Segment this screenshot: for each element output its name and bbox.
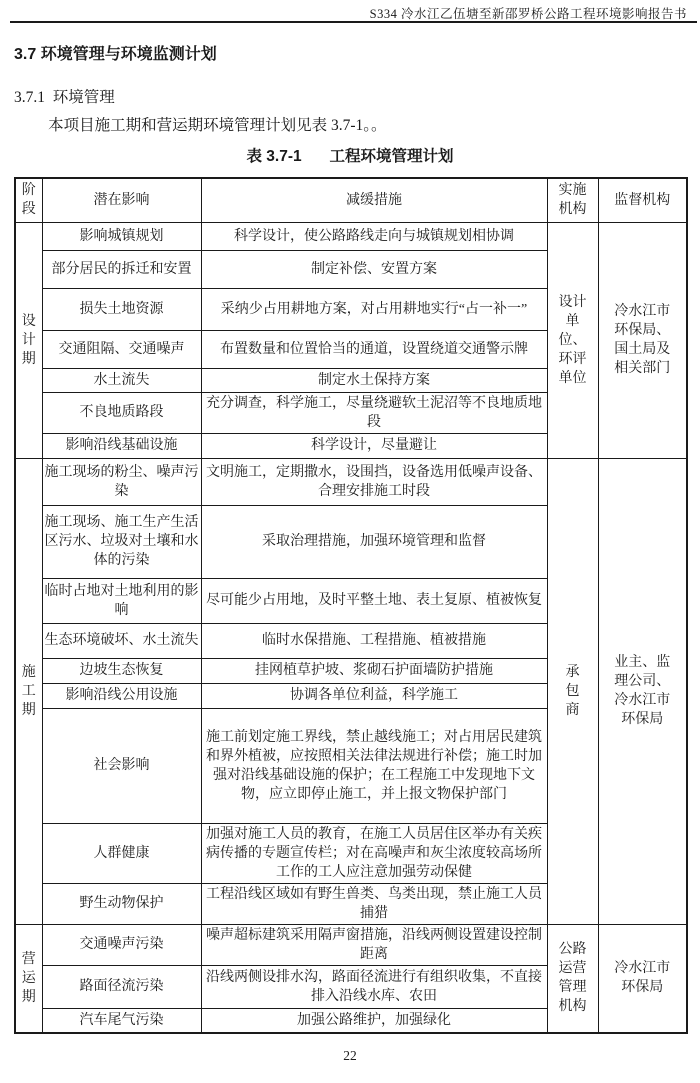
impact-cell: 不良地质路段 xyxy=(42,392,201,433)
col-header-stage: 阶段 xyxy=(15,178,42,222)
impact-cell: 影响城镇规划 xyxy=(42,222,201,250)
implementer-text: 公路运营管理机构 xyxy=(558,942,587,1015)
impact-cell: 部分居民的拆迁和安置 xyxy=(42,250,201,288)
impact-cell: 水土流失 xyxy=(42,368,201,392)
impact-cell: 施工现场、施工生产生活区污水、垃圾对土壤和水体的污染 xyxy=(42,505,201,578)
stage-cell-operation: 营运期 xyxy=(15,924,42,1033)
measure-cell: 制定水土保持方案 xyxy=(201,368,547,392)
subsection-heading: 3.7.1 环境管理 xyxy=(14,89,115,106)
measure-cell: 科学设计，使公路路线走向与城镇规划相协调 xyxy=(201,222,547,250)
measure-cell: 文明施工，定期撒水，设围挡，设备选用低噪声设备、合理安排施工时段 xyxy=(201,458,547,505)
col-header-measure: 减缓措施 xyxy=(201,178,547,222)
table-header-row xyxy=(15,178,687,222)
doc-header-title: S334 冷水江乙伍塘至新邵罗桥公路工程环境影响报告书 xyxy=(369,7,687,21)
measure-cell: 挂网植草护坡、浆砌石护面墙防护措施 xyxy=(201,658,547,683)
measure-cell: 临时水保措施、工程措施、植被措施 xyxy=(201,623,547,658)
implementer-cell-design xyxy=(547,222,598,458)
supervisor-text: 冷水江市环保局 xyxy=(614,961,671,996)
supervisor-cell-operation xyxy=(598,924,687,1033)
environment-management-table xyxy=(14,177,688,1034)
measure-cell: 布置数量和位置恰当的通道，设置绕道交通警示牌 xyxy=(201,330,547,368)
impact-cell: 施工现场的粉尘、噪声污染 xyxy=(42,458,201,505)
impact-cell: 交通阻隔、交通噪声 xyxy=(42,330,201,368)
impact-cell: 影响沿线公用设施 xyxy=(42,683,201,708)
table-row xyxy=(15,222,687,250)
intro-paragraph: 本项目施工期和营运期环境管理计划见表 3.7-1。。 xyxy=(48,117,387,134)
supervisor-cell-design xyxy=(598,222,687,458)
impact-cell: 社会影响 xyxy=(42,708,201,823)
impact-cell: 人群健康 xyxy=(42,823,201,883)
supervisor-text: 冷水江市环保局、国土局及相关部门 xyxy=(614,304,671,376)
impact-cell: 路面径流污染 xyxy=(42,965,201,1008)
page-number: 22 xyxy=(343,1048,357,1063)
impact-cell: 交通噪声污染 xyxy=(42,924,201,965)
measure-cell: 施工前划定施工界线，禁止越线施工；对占用居民建筑和界外植被，应按照相关法律法规进行补偿；施工时加强对沿线基础设施的保护；在工程施工中发现地下文物，应立即停止施工，并上报文物保护部门 xyxy=(201,708,547,823)
impact-cell: 边坡生态恢复 xyxy=(42,658,201,683)
impact-cell: 生态环境破坏、水土流失 xyxy=(42,623,201,658)
implementer-cell-construction xyxy=(547,458,598,924)
supervisor-cell-construction xyxy=(598,458,687,924)
measure-cell: 采取治理措施，加强环境管理和监督 xyxy=(201,505,547,578)
impact-cell: 损失土地资源 xyxy=(42,288,201,330)
measure-cell: 科学设计，尽量避让 xyxy=(201,433,547,458)
col-header-implementer-label: 实施机构 xyxy=(558,183,587,218)
measure-cell: 制定补偿、安置方案 xyxy=(201,250,547,288)
col-header-impact: 潜在影响 xyxy=(42,178,201,222)
table-row xyxy=(15,458,687,505)
measure-cell: 沿线两侧设排水沟，路面径流进行有组织收集，不直接排入沿线水库、农田 xyxy=(201,965,547,1008)
impact-cell: 野生动物保护 xyxy=(42,883,201,924)
table-caption-title: 工程环境管理计划 xyxy=(329,148,454,165)
implementer-cell-operation xyxy=(547,924,598,1033)
measure-cell: 充分调查，科学施工，尽量绕避软土泥沼等不良地质地段 xyxy=(201,392,547,433)
supervisor-text: 业主、监理公司、冷水江市环保局 xyxy=(614,655,671,727)
measure-cell: 噪声超标建筑采用隔声窗措施，沿线两侧设置建设控制距离 xyxy=(201,924,547,965)
implementer-text: 设计单位、环评单位 xyxy=(558,294,587,386)
measure-cell: 采纳少占用耕地方案，对占用耕地实行“占一补一” xyxy=(201,288,547,330)
measure-cell: 加强公路维护，加强绿化 xyxy=(201,1008,547,1033)
impact-cell: 临时占地对土地利用的影响 xyxy=(42,578,201,623)
measure-cell: 尽可能少占用地，及时平整土地、表土复原、植被恢复 xyxy=(201,578,547,623)
implementer-text: 承包商 xyxy=(565,664,580,718)
table-caption xyxy=(0,144,700,166)
col-header-implementer xyxy=(547,178,598,222)
impact-cell: 影响沿线基础设施 xyxy=(42,433,201,458)
table-caption-label: 表 3.7-1 xyxy=(246,148,302,165)
measure-cell: 工程沿线区域如有野生兽类、鸟类出现，禁止施工人员捕猎 xyxy=(201,883,547,924)
header-divider xyxy=(10,21,697,23)
stage-cell-construction: 施工期 xyxy=(15,458,42,924)
measure-cell: 加强对施工人员的教育，在施工人员居住区举办有关疾病传播的专题宣传栏；对在高噪声和灰尘浓度较高场所工作的工人应注意加强劳动保健 xyxy=(201,823,547,883)
table-row xyxy=(15,924,687,965)
measure-cell: 协调各单位利益，科学施工 xyxy=(201,683,547,708)
col-header-supervisor: 监督机构 xyxy=(598,178,687,222)
impact-cell: 汽车尾气污染 xyxy=(42,1008,201,1033)
section-heading: 3.7 环境管理与环境监测计划 xyxy=(14,46,217,63)
stage-cell-design: 设计期 xyxy=(15,222,42,458)
